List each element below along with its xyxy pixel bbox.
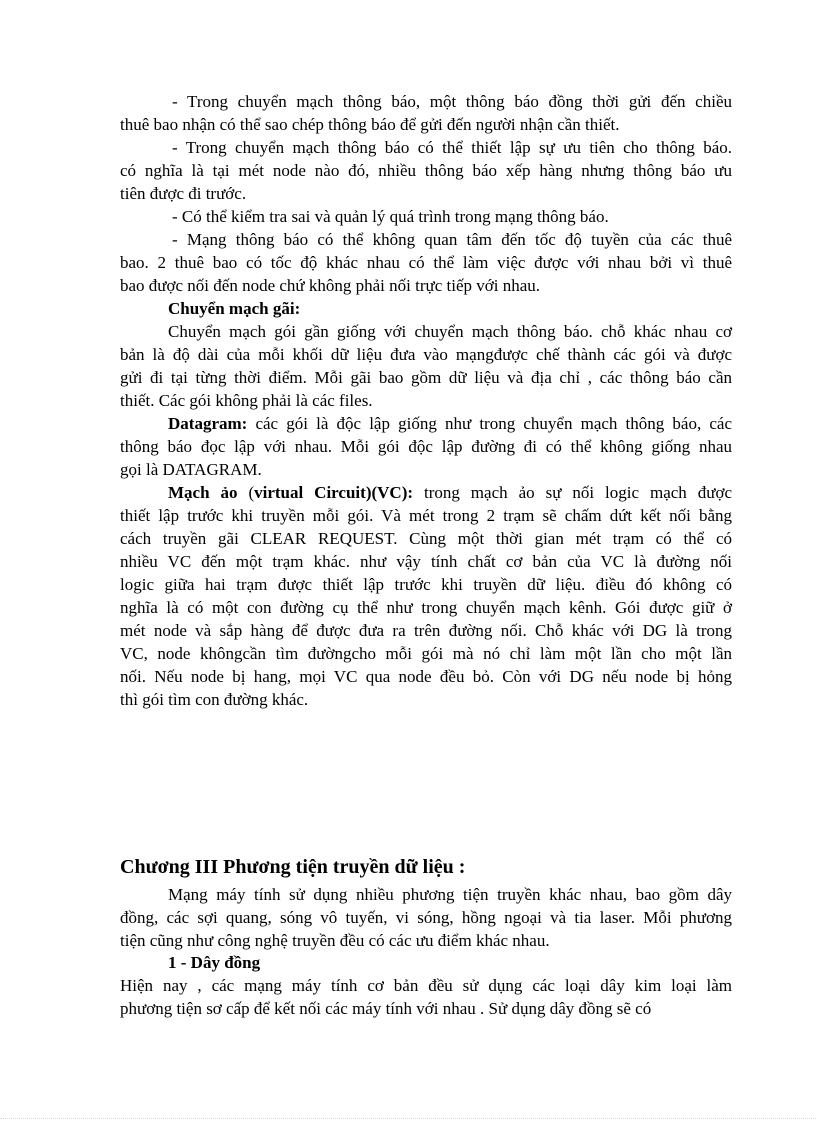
term-virtual-circuit	[168, 483, 413, 502]
text-line: nghĩa là có một con đường cụ thể như trong chuyển mạch kênh. Gói được giữ ở	[120, 598, 732, 617]
paragraph-datagram	[120, 412, 732, 481]
text-line: phương tiện sơ cấp để kết nối các máy tính với nhau . Sử dụng dây đồng sẽ có	[120, 999, 652, 1018]
text-line: Hiện nay , các mạng máy tính cơ bản đều sử dụng các loại dây kim loại làm	[120, 976, 732, 995]
text-run: (	[237, 483, 255, 502]
text-run: các gói là độc lập giống như trong chuyển mạch thông báo, các	[247, 414, 732, 433]
text-line: Chuyển mạch gói gần giống với chuyển mạch thông báo. chỗ khác nhau cơ	[168, 322, 732, 341]
text-line: thông báo đọc lập với nhau. Mỗi gói độc lập đường đi có thể không giống nhau	[120, 437, 732, 456]
heading-packet-switching	[120, 297, 732, 320]
text-line: bản là độ dài của mỗi khối dữ liệu đưa vào mạngđược chế thành các gói và được	[120, 345, 732, 364]
paragraph-broadcast	[120, 90, 732, 136]
paragraph-speed	[120, 228, 732, 297]
text-line: tiên được đi trước.	[120, 184, 247, 203]
text-run: virtual Circuit	[254, 483, 366, 502]
text-line: đồng, các sợi quang, sóng vô tuyến, vi sóng, hồng ngoại và tia laser. Mỗi phương	[120, 908, 732, 927]
heading-copper-wire	[120, 951, 732, 974]
text-run: trong mạch ảo sự nối logic mạch được	[413, 483, 732, 502]
text-line	[120, 412, 732, 435]
text-run: )(VC):	[365, 483, 414, 502]
paragraph-packet-switching	[120, 320, 732, 412]
text-line: thuê bao nhận có thể sao chép thông báo để gửi đến người nhận cần thiết.	[120, 115, 620, 134]
paragraph-priority	[120, 136, 732, 205]
text-line: thì gói tìm con đường khác.	[120, 690, 309, 709]
page-bottom-divider	[0, 1118, 816, 1120]
text-line: bao. 2 thuê bao có tốc độ khác nhau có thể làm việc được với nhau bởi vì thuê	[120, 253, 732, 272]
text-line: tiện cũng như công nghệ truyền đều có các ưu điểm khác nhau.	[120, 931, 550, 950]
text-line	[120, 481, 732, 504]
text-line: gọi là DATAGRAM.	[120, 460, 262, 479]
text-line: mét node và sắp hàng để được đưa ra trên đường nối. Chỗ khác với DG là trong	[120, 621, 732, 640]
text-line: cách truyền gãi CLEAR REQUEST. Cùng một thời gian mét trạm có thể có	[120, 529, 732, 548]
text-line: bao được nối đến node chứ không phải nối trực tiếp với nhau.	[120, 276, 541, 295]
paragraph-media-intro	[120, 883, 732, 952]
text-line: - Có thể kiểm tra sai và quản lý quá trình trong mạng thông báo.	[172, 207, 609, 226]
text-line: logic giữa hai trạm được thiết lập trước khi truyền dữ liệu. điều đó không có	[120, 575, 732, 594]
text-line: VC, node khôngcần tìm đườngcho mỗi gói mà nó chỉ làm một lần cho một lần	[120, 644, 732, 663]
text-line: thiết lập trước khi truyền mỗi gói. Và mét trong 2 trạm sẽ chấm dứt kết nối bằng	[120, 506, 732, 525]
text-line: - Trong chuyển mạch thông báo, một thông báo đồng thời gửi đến chiều	[172, 92, 732, 111]
text-line: Mạng máy tính sử dụng nhiều phương tiện truyền khác nhau, bao gồm dây	[168, 885, 732, 904]
paragraph-virtual-circuit	[120, 481, 732, 711]
paragraph-copper-wire	[120, 974, 732, 1020]
text-line: - Mạng thông báo có thể không quan tâm đến tốc độ tuyền của các thuê	[172, 230, 732, 249]
section-heading: 1 - Dây đồng	[168, 953, 261, 972]
text-line: nhiều VC đến một trạm khác. như vậy tính chất cơ bản của VC là đường nối	[120, 552, 732, 571]
chapter-title: Chương III Phương tiện truyền dữ liệu :	[120, 856, 466, 878]
term-datagram: Datagram:	[168, 414, 248, 433]
section-heading: Chuyển mạch gãi:	[168, 299, 301, 318]
text-line: - Trong chuyển mạch thông báo có thể thiết lập sự ưu tiên cho thông báo.	[172, 138, 732, 157]
text-run: Mạch ảo	[168, 483, 238, 502]
text-line: gửi đi tại từng thời điểm. Mỗi gãi bao gồm dữ liệu và địa chỉ , các thông báo cần	[120, 368, 732, 387]
text-line: nối. Nếu node bị hang, mọi VC qua node đều bỏ. Còn với DG nếu node bị hỏng	[120, 667, 732, 686]
text-line: thiết. Các gói không phải là các files.	[120, 391, 373, 410]
paragraph-error-check	[120, 205, 732, 228]
text-line: có nghĩa là tại mét node nào đó, nhiều thông báo xếp hàng nhưng thông báo ưu	[120, 161, 732, 180]
